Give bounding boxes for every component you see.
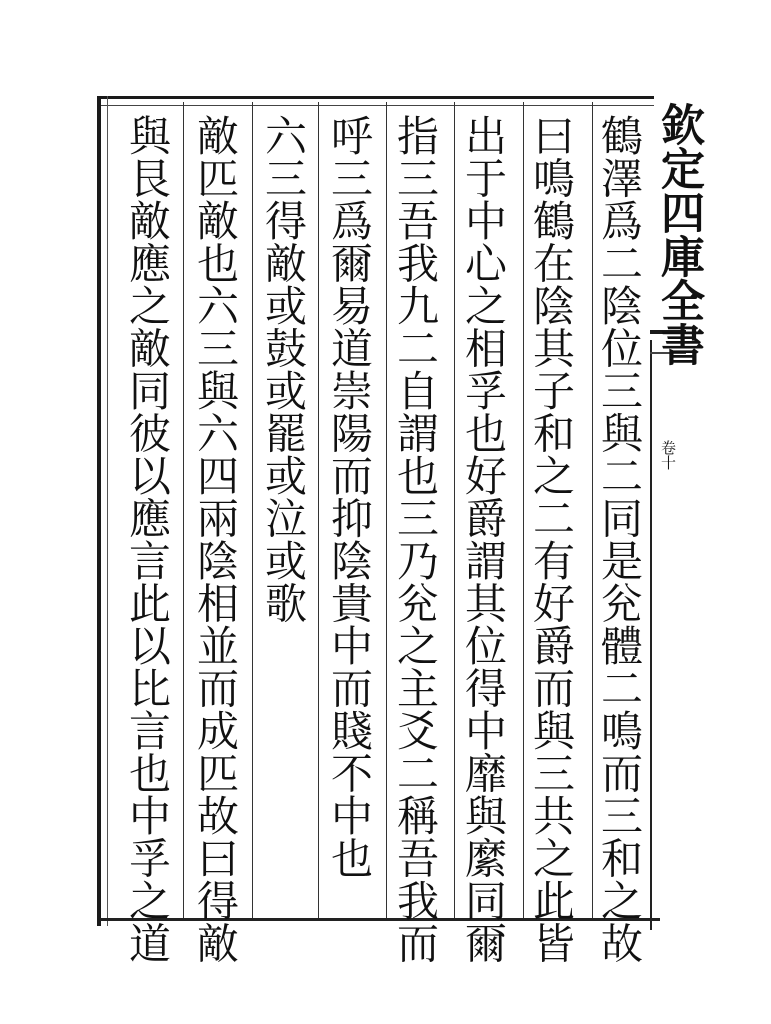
- text-column: 六三得敵或鼓或罷或泣或歌: [259, 114, 308, 624]
- book-title: 欽定四庫全書: [653, 102, 704, 366]
- column-rule: [252, 102, 253, 918]
- text-column: 與艮敵應之敵同彼以應言此以比言也中孚之道: [123, 114, 172, 964]
- text-column: 敵匹敵也六三與六四兩陰相並而成匹故曰得敵: [191, 114, 240, 964]
- column-rule: [183, 102, 184, 918]
- fore-edge-line: [650, 340, 652, 930]
- column-rule: [454, 102, 455, 918]
- frame-left-border: [97, 96, 108, 926]
- column-rule: [386, 102, 387, 918]
- column-rule: [318, 102, 319, 918]
- column-rule: [523, 102, 524, 918]
- frame-bottom-border: [100, 918, 660, 921]
- volume-label: 卷十: [659, 440, 677, 470]
- text-column: 出于中心之相孚也好爵謂其位得中靡與縻同爾: [459, 114, 508, 964]
- text-column: 曰鳴鶴在陰其子和之二有好爵而與三共之此皆: [527, 114, 576, 964]
- text-column: 鶴澤爲二陰位三與二同是兊體二鳴而三和之故: [595, 114, 644, 964]
- text-column: 呼三爲爾易道崇陽而抑陰貴中而賤不中也: [325, 114, 374, 879]
- text-column: 指三吾我九二自謂也三乃兊之主爻二稱吾我而: [391, 114, 440, 964]
- column-rule: [592, 102, 593, 918]
